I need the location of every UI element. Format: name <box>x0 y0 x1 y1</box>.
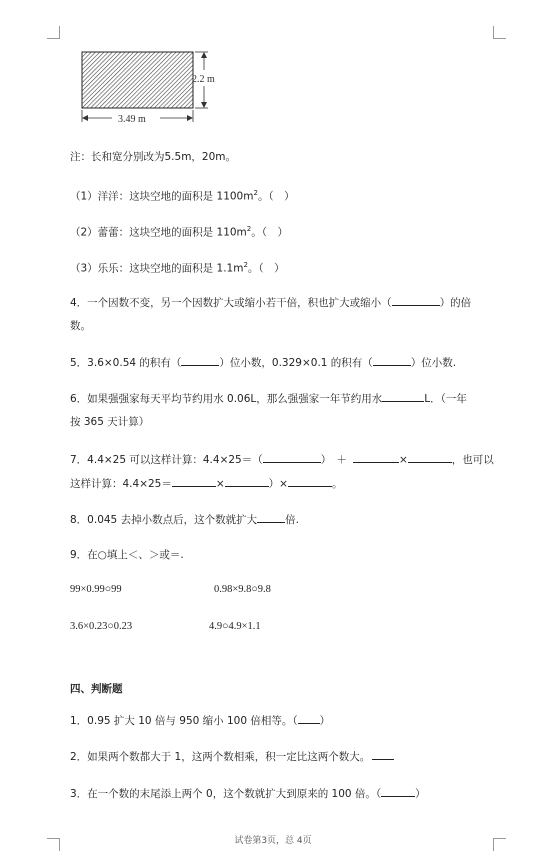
width-label: 3.49 m <box>118 114 146 125</box>
crop-mark-top-left <box>47 26 60 39</box>
answer-blank[interactable] <box>408 452 452 463</box>
answer-blank[interactable] <box>381 786 415 797</box>
judge-2: 2．如果两个数都大于 1，这两个数相乘，积一定比这两个数大。 <box>70 749 394 764</box>
section-heading: 四、判断题 <box>70 683 123 695</box>
question-9-row-1-right: 0.98×9.8○9.8 <box>214 584 271 595</box>
question-9-row-2-right: 4.9○4.9×1.1 <box>209 621 261 632</box>
question-7-line-1: 7．4.4×25 可以这样计算：4.4×25＝（ ） ＋ × ，也可以 <box>70 454 494 466</box>
question-5: 5．3.6×0.54 的积有（ ）位小数，0.329×0.1 的积有（ ）位小数. <box>70 357 457 369</box>
answer-blank[interactable] <box>172 476 216 487</box>
sub-item-2: （2）蕾蕾：这块空地的面积是 $110m^2$。（ ） <box>70 225 289 239</box>
question-9-row-2-left: 3.6×0.23○0.23 <box>70 621 133 632</box>
note-line: 注：长和宽分别改为5.5m，20m。 <box>70 151 237 163</box>
question-4-line-2: 数。 <box>70 320 91 332</box>
answer-blank[interactable] <box>263 452 321 463</box>
page-footer: 试卷第3页，总 4页 <box>234 836 312 846</box>
answer-blank[interactable] <box>392 295 440 306</box>
sub-item-3: （3）乐乐：这块空地的面积是 $1.1m^2$。（ ） <box>70 261 285 275</box>
question-6-line-1: 6．如果强强家每天平均节约用水 0.06L，那么强强家一年节约用水 L．（一年 <box>70 393 467 405</box>
sub-item-1: （1）洋洋：这块空地的面积是 $1100m^2$。（ ） <box>70 189 295 203</box>
question-8: 8．0.045 去掉小数点后，这个数就扩大 倍. <box>70 514 299 526</box>
question-9-row-1-left: 99×0.99○99 <box>70 584 122 595</box>
judge-3: 3．在一个数的末尾添上两个 0，这个数就扩大到原来的 100 倍。（ ） <box>70 788 426 800</box>
answer-blank[interactable] <box>353 452 399 463</box>
question-9-title: 9．在○填上＜、＞或＝. <box>70 549 184 561</box>
answer-blank[interactable] <box>288 476 332 487</box>
question-6-line-2: 按 365 天计算） <box>70 416 150 428</box>
answer-blank[interactable] <box>225 476 269 487</box>
question-4-line-1: 4．一个因数不变，另一个因数扩大或缩小若干倍，积也扩大或缩小（ ）的倍 <box>70 297 472 309</box>
judge-1: 1．0.95 扩大 10 倍与 950 缩小 100 倍相等。（ ） <box>70 715 331 727</box>
answer-blank[interactable] <box>298 713 320 724</box>
answer-blank[interactable] <box>257 512 285 523</box>
answer-blank[interactable] <box>181 355 219 366</box>
answer-blank[interactable] <box>373 355 411 366</box>
question-7-line-2: 这样计算：4.4×25＝ × ）× 。 <box>70 478 343 490</box>
answer-blank[interactable] <box>382 391 424 402</box>
hatched-rectangle <box>82 52 193 108</box>
height-label: 2.2 m <box>192 74 215 85</box>
crop-mark-top-right <box>493 26 506 39</box>
rectangle-figure <box>78 48 238 128</box>
answer-blank[interactable] <box>372 749 394 760</box>
